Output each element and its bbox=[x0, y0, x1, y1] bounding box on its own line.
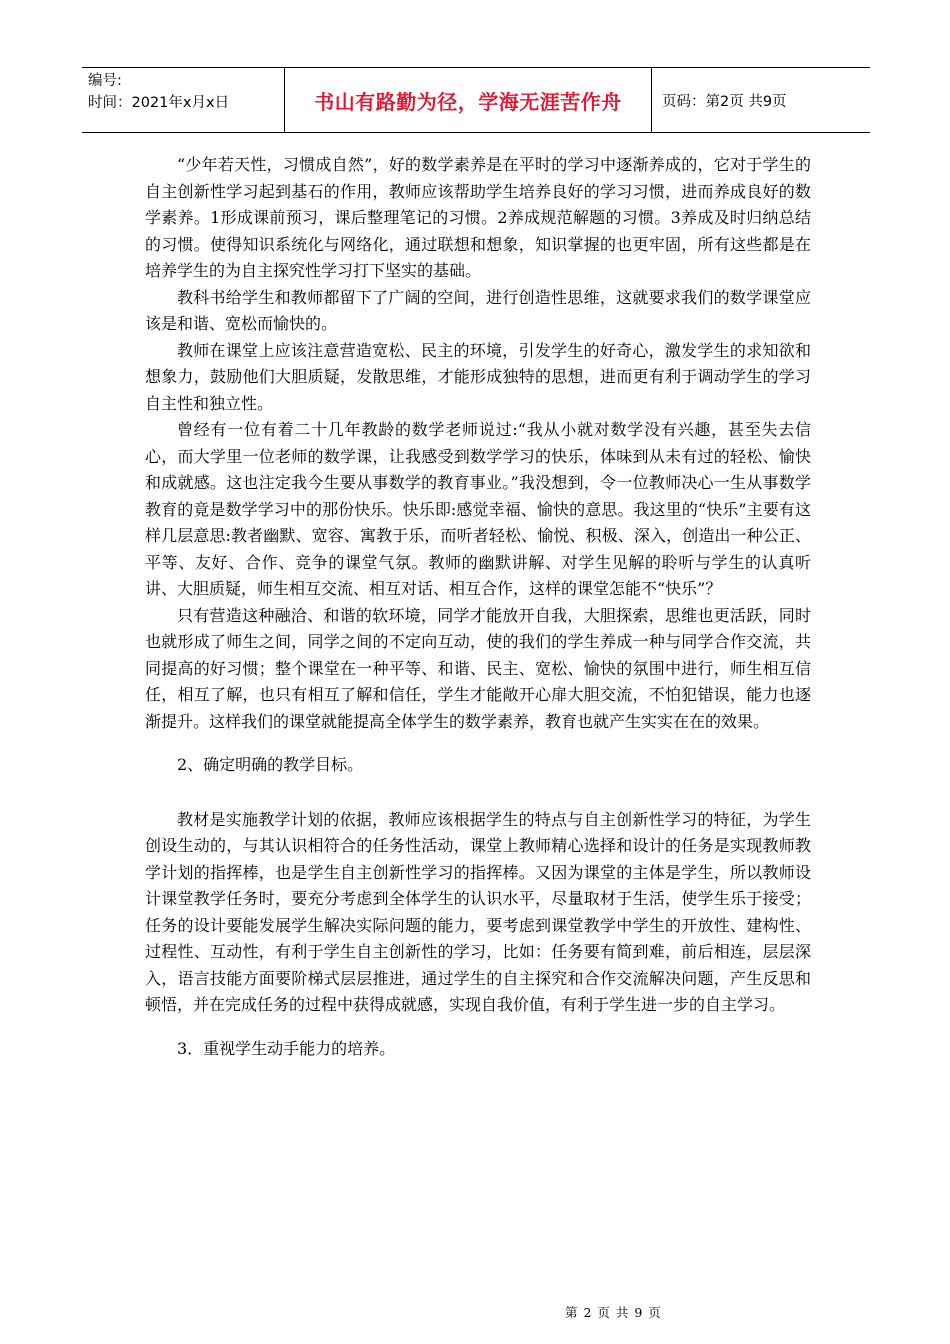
doc-date-label: 时间：2021年x月x日 bbox=[88, 95, 230, 111]
document-body bbox=[145, 152, 811, 1062]
paragraph-classroom-environment: 教师在课堂上应该注意营造宽松、民主的环境，引发学生的好奇心，激发学生的求知欲和想象力，鼓励他们大胆质疑，发散思维，才能形成独特的思想，进而更有利于调动学生的学习自主性和独立性。 bbox=[145, 340, 811, 413]
paragraph-harmony: 只有营造这种融洽、和谐的软环境，同学才能放开自我，大胆探索，思维也更活跃，同时也就形成了师生之间，同学之间的不定向互动，使的我们的学生养成一种与同学合作交流，共同提高的好习惯；整个课堂在一种平等、和谐、民主、宽松、愉快的氛围中进行，师生相互信任，相互了解，也只有相互了解和信任，学生才能敞开心扉大胆交流，不怕犯错误，能力也逐渐提升。这样我们的课堂就能提高全体学生的数学素养，教育也就产生实实在在的效果。 bbox=[145, 605, 811, 731]
doc-code-label: 编号: bbox=[88, 73, 122, 89]
header-motto: 书山有路勤为径，学海无涯苦作舟 bbox=[285, 68, 652, 132]
page-header bbox=[82, 67, 870, 133]
paragraph-textbook-space: 教科书给学生和教师都留下了广阔的空间，进行创造性思维，这就要求我们的数学课堂应该是和谐、宽松而愉快的。 bbox=[145, 287, 811, 333]
section-heading-3: 3．重视学生动手能力的培养。 bbox=[177, 1038, 396, 1058]
paragraph-habits: “少年若天性，习惯成自然”，好的数学素养是在平时的学习中逐渐养成的，它对于学生的自主创新性学习起到基石的作用，教师应该帮助学生培养良好的学习习惯，进而养成良好的数学素养。1形成课前预习，课后整理笔记的习惯。2养成规范解题的习惯。3养成及时归纳总结的习惯。使得知识系统化与网络化，通过联想和想象，知识掌握的也更牢固，所有这些都是在培养学生的为自主探究性学习打下坚实的基础。 bbox=[145, 155, 811, 280]
header-page-info: 页码：第2页 共9页 bbox=[662, 93, 787, 110]
paragraph-teaching-goals: 教材是实施教学计划的依据，教师应该根据学生的特点与自主创新性学习的特征，为学生创设生动的，与其认识相符合的任务性活动，课堂上教师精心选择和设计的任务是实现教师教学计划的指挥棒，也是学生自主创新性学习的指挥棒。又因为课堂的主体是学生，所以教师设计课堂教学任务时，要充分考虑到全体学生的认识水平，尽量取材于生活，使学生乐于接受；任务的设计要能发展学生解决实际问题的能力，要考虑到课堂教学中学生的开放性、建构性、过程性、互动性，有利于学生自主创新性的学习，比如：任务要有简到难，前后相连，层层深入，语言技能方面要阶梯式层层推进，通过学生的自主探究和合作交流解决问题，产生反思和顿悟，并在完成任务的过程中获得成就感，实现自我价值，有利于学生进一步的自主学习。 bbox=[145, 809, 811, 1014]
page-footer: 第 2 页 共 9 页 bbox=[565, 1305, 662, 1320]
paragraph-teacher-quote: 曾经有一位有着二十几年教龄的数学老师说过:“我从小就对数学没有兴趣，甚至失去信心，而大学里一位老师的数学课，让我感受到数学学习的快乐，体味到从未有过的轻松、愉快和成就感。这也注定我今生要从事数学的教育事业。”我没想到，令一位教师决心一生从事数学教育的竟是数学学习中的那份快乐。快乐即:感觉幸福、愉快的意思。我这里的“快乐”主要有这样几层意思:教者幽默、宽容、寓教于乐，而听者轻松、愉悦、积极、深入，创造出一种公正、平等、友好、合作、竞争的课堂气氛。教师的幽默讲解、对学生见解的聆听与学生的认真听讲、大胆质疑，师生相互交流、相互对话、相互合作，这样的课堂怎能不“快乐”？ bbox=[145, 420, 811, 598]
section-heading-2: 2、确定明确的教学目标。 bbox=[177, 755, 364, 774]
header-meta-cell bbox=[82, 68, 285, 132]
